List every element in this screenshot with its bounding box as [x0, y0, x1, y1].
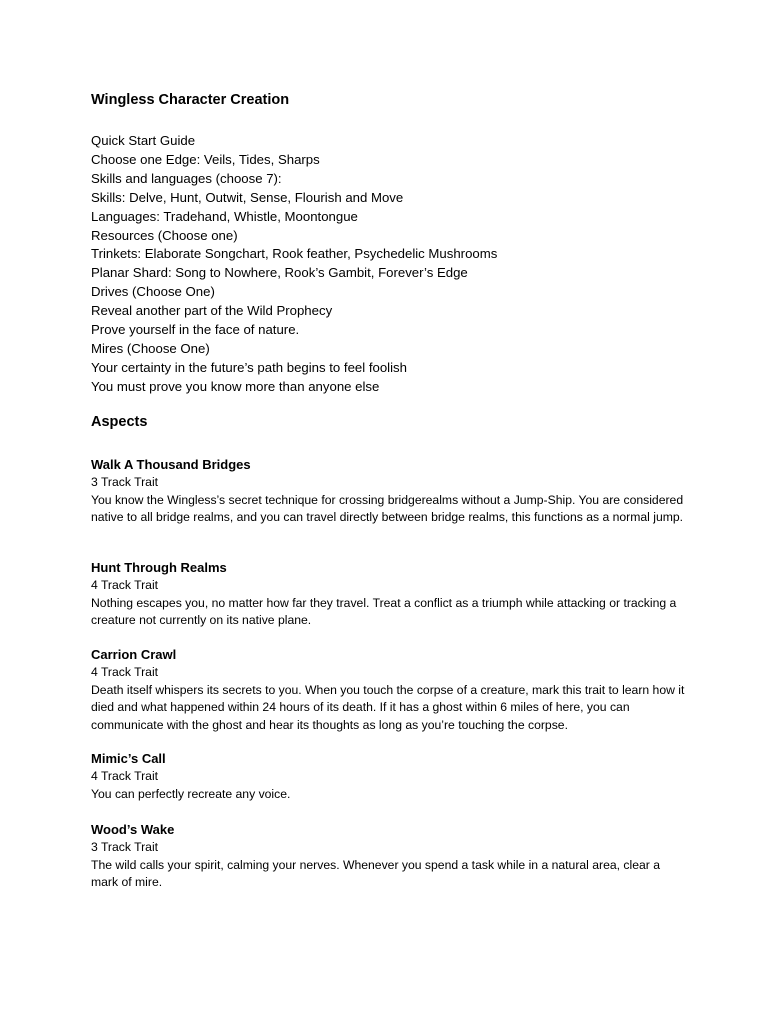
aspect-name: Mimic’s Call: [91, 751, 166, 766]
aspect-entry: [91, 456, 686, 527]
quick-start-line: Choose one Edge: Veils, Tides, Sharps: [91, 151, 320, 167]
quick-start-line: Skills: Delve, Hunt, Outwit, Sense, Flourish and Move: [91, 189, 404, 205]
aspect-track: 3 Track Trait: [91, 840, 159, 854]
aspect-entry: [91, 646, 686, 734]
aspect-name: Walk A Thousand Bridges: [91, 457, 251, 472]
quick-start-line: Trinkets: Elaborate Songchart, Rook feather, Psychedelic Mushrooms: [91, 246, 498, 262]
aspect-name: Wood’s Wake: [91, 822, 175, 837]
quick-start-line: Your certainty in the future’s path begins to feel foolish: [91, 359, 407, 375]
quick-start-line: You must prove you know more than anyone else: [91, 378, 380, 394]
aspect-track: 4 Track Trait: [91, 665, 159, 679]
aspect-track: 3 Track Trait: [91, 475, 159, 489]
quick-start-line: Mires (Choose One): [91, 340, 210, 356]
aspect-description: The wild calls your spirit, calming your nerves. Whenever you spend a task while in a natural area, clear a mark of mire.: [91, 857, 661, 889]
aspect-description: Death itself whispers its secrets to you. When you touch the corpse of a creature, mark this trait to learn how it died and what happened within 24 hours of its death. If it has a ghost within 6 miles of here, you can communicate with the ghost and hear its thoughts as long as you’re touching the corpse.: [91, 682, 685, 732]
quick-start-line: Skills and languages (choose 7):: [91, 170, 282, 186]
quick-start-line: Drives (Choose One): [91, 284, 215, 300]
quick-start-line: Planar Shard: Song to Nowhere, Rook’s Gambit, Forever’s Edge: [91, 265, 468, 281]
aspect-description: Nothing escapes you, no matter how far they travel. Treat a conflict as a triumph while attacking or tracking a creature not currently on its native plane.: [91, 595, 677, 627]
aspect-description: You can perfectly recreate any voice.: [91, 786, 291, 801]
page-title: Wingless Character Creation: [91, 92, 290, 108]
quick-start-line: Prove yourself in the face of nature.: [91, 322, 300, 338]
aspect-entry: [91, 750, 686, 803]
quick-start-line: Languages: Tradehand, Whistle, Moontongue: [91, 208, 358, 224]
aspect-entry: [91, 821, 686, 892]
aspect-description: You know the Wingless’s secret technique for crossing bridgerealms without a Jump-Ship. You are considered native to all bridge realms, and you can travel directly between bridge realms, this functions as a normal jump.: [91, 492, 684, 524]
aspect-track: 4 Track Trait: [91, 578, 159, 592]
quick-start-line: Reveal another part of the Wild Prophecy: [91, 303, 333, 319]
aspects-heading: Aspects: [91, 414, 148, 430]
quick-start-line: Resources (Choose one): [91, 227, 238, 243]
quick-start-section: [91, 132, 497, 397]
aspect-entry: [91, 559, 686, 630]
aspect-name: Hunt Through Realms: [91, 560, 227, 575]
aspect-name: Carrion Crawl: [91, 647, 177, 662]
quick-start-heading: Quick Start Guide: [91, 133, 196, 148]
aspect-track: 4 Track Trait: [91, 769, 159, 783]
